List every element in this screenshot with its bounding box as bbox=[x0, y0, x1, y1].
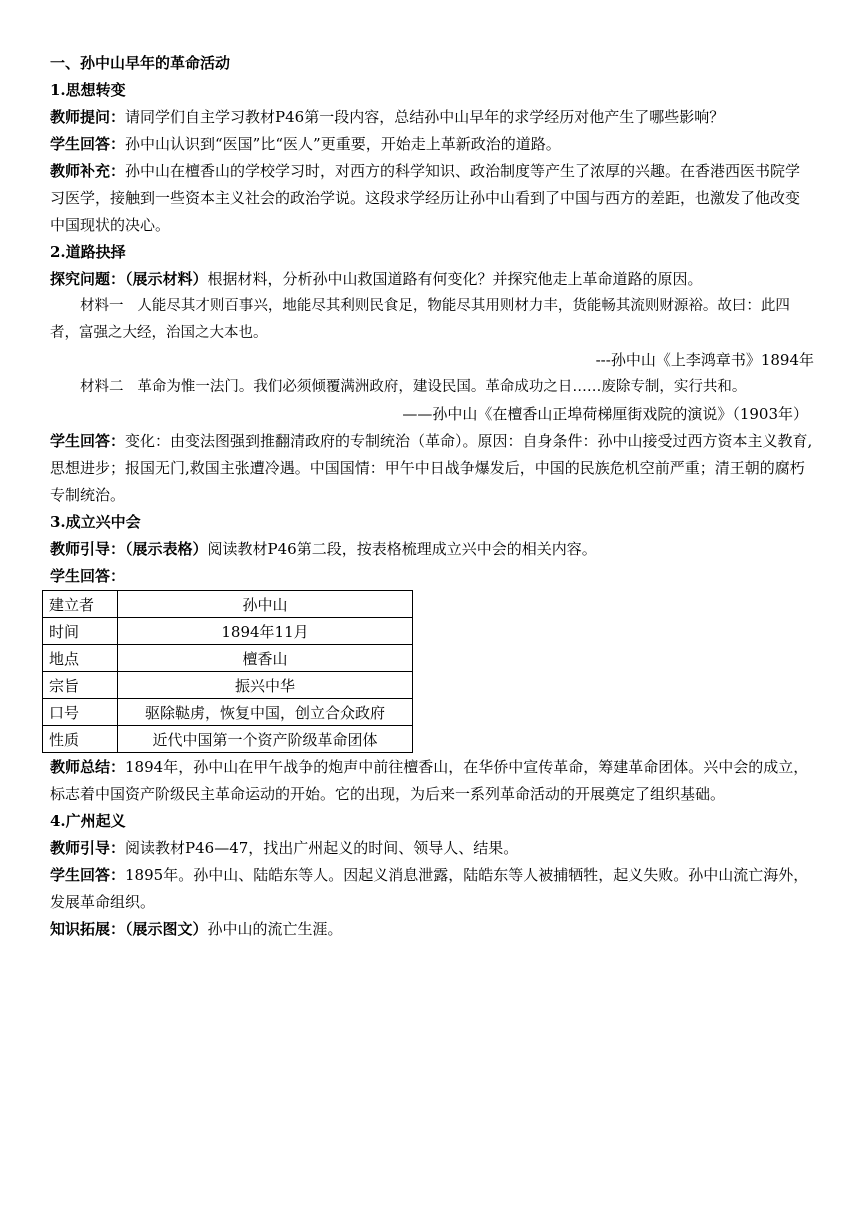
paragraph bbox=[50, 104, 814, 131]
heading-2: 2.道路抉择 bbox=[50, 243, 126, 261]
material-label: 材料一 bbox=[80, 298, 124, 314]
table-value: 近代中国第一个资产阶级革命团体 bbox=[118, 726, 413, 753]
table-key: 宗旨 bbox=[43, 672, 118, 699]
table-row bbox=[43, 591, 413, 618]
heading-4: 4.广州起义 bbox=[50, 812, 126, 830]
heading-1: 1.思想转变 bbox=[50, 81, 126, 99]
label-student-answer: 学生回答： bbox=[50, 567, 126, 585]
label-student-answer: 学生回答： bbox=[50, 866, 126, 884]
table-value: 振兴中华 bbox=[118, 672, 413, 699]
text: 根据材料，分析孙中山救国道路有何变化？并探究他走上革命道路的原因。 bbox=[207, 270, 703, 288]
paragraph bbox=[50, 158, 814, 239]
material-1-source: ---孙中山《上李鸿章书》1894年 bbox=[595, 351, 814, 369]
paragraph bbox=[50, 754, 814, 808]
paragraph bbox=[50, 266, 814, 293]
text: 变化：由变法图强到推翻清政府的专制统治（革命）。原因：自身条件：孙中山接受过西方资本主义教育,思想进步；报国无门,救国主张遭冷遇。中国国情：甲午中日战争爆发后，中国的民族危机空前严重；清王朝的腐朽专制统治。 bbox=[50, 432, 813, 504]
paragraph bbox=[50, 536, 814, 563]
document-page bbox=[50, 50, 814, 943]
heading-3: 3.成立兴中会 bbox=[50, 513, 141, 531]
paragraph bbox=[50, 916, 814, 943]
material-text: 人能尽其才则百事兴，地能尽其利则民食足，物能尽其用则材力丰，货能畅其流则财源裕。故曰：此四者，富强之大经，治国之大本也。 bbox=[50, 298, 790, 341]
label-teacher-question: 教师提问： bbox=[50, 108, 126, 126]
material-text: 革命为惟一法门。我们必须倾覆满洲政府，建设民国。革命成功之日……废除专制，实行共和。 bbox=[137, 379, 747, 395]
table-value: 孙中山 bbox=[118, 591, 413, 618]
paragraph bbox=[50, 428, 814, 509]
text: 孙中山的流亡生涯。 bbox=[207, 920, 343, 938]
text: 孙中山认识到“医国”比“医人”更重要，开始走上革新政治的道路。 bbox=[125, 135, 561, 153]
label-teacher-guide: 教师引导：（展示表格） bbox=[50, 540, 208, 558]
label-student-answer: 学生回答： bbox=[50, 135, 126, 153]
table-row bbox=[43, 699, 413, 726]
text: 孙中山在檀香山的学校学习时，对西方的科学知识、政治制度等产生了浓厚的兴趣。在香港西医书院学习医学，接触到一些资本主义社会的政治学说。这段求学经历让孙中山看到了中国与西方的差距，也激发了他改变中国现状的决心。 bbox=[50, 162, 801, 234]
table-key: 口号 bbox=[43, 699, 118, 726]
paragraph bbox=[50, 131, 814, 158]
table-key: 性质 bbox=[43, 726, 118, 753]
table-value: 1894年11月 bbox=[118, 618, 413, 645]
table-value: 檀香山 bbox=[118, 645, 413, 672]
paragraph bbox=[50, 835, 814, 862]
table-row bbox=[43, 645, 413, 672]
table-row bbox=[43, 618, 413, 645]
xingzhonghui-table bbox=[42, 590, 413, 753]
material-2 bbox=[50, 374, 814, 401]
text: 1895年。孙中山、陆皓东等人。因起义消息泄露，陆皓东等人被捕牺牲，起义失败。孙中山流亡海外，发展革命组织。 bbox=[50, 866, 809, 911]
label-teacher-supplement: 教师补充： bbox=[50, 162, 126, 180]
text: 请同学们自主学习教材P46第一段内容，总结孙中山早年的求学经历对他产生了哪些影响？ bbox=[125, 108, 725, 126]
paragraph bbox=[50, 862, 814, 916]
table-row bbox=[43, 726, 413, 753]
label-teacher-guide: 教师引导： bbox=[50, 839, 126, 857]
text: 阅读教材P46第二段，按表格梳理成立兴中会的相关内容。 bbox=[207, 540, 597, 558]
table-value: 驱除鞑虏，恢复中国，创立合众政府 bbox=[118, 699, 413, 726]
label-knowledge-extension: 知识拓展：（展示图文） bbox=[50, 920, 208, 938]
table-key: 建立者 bbox=[43, 591, 118, 618]
table-row bbox=[43, 672, 413, 699]
label-student-answer: 学生回答： bbox=[50, 432, 126, 450]
section-title: 一、孙中山早年的革命活动 bbox=[50, 54, 231, 72]
table-key: 地点 bbox=[43, 645, 118, 672]
text: 阅读教材P46—47，找出广州起义的时间、领导人、结果。 bbox=[125, 839, 519, 857]
table-key: 时间 bbox=[43, 618, 118, 645]
material-1 bbox=[50, 293, 814, 347]
material-2-source: ——孙中山《在檀香山正埠荷梯厘街戏院的演说》（1903年） bbox=[402, 405, 808, 423]
label-inquiry: 探究问题：（展示材料） bbox=[50, 270, 208, 288]
material-label: 材料二 bbox=[80, 379, 124, 395]
label-teacher-summary: 教师总结： bbox=[50, 758, 126, 776]
text: 1894年，孙中山在甲午战争的炮声中前往檀香山，在华侨中宣传革命，筹建革命团体。兴中会的成立，标志着中国资产阶级民主革命运动的开始。它的出现，为后来一系列革命活动的开展奠定了组织基础。 bbox=[50, 758, 809, 803]
